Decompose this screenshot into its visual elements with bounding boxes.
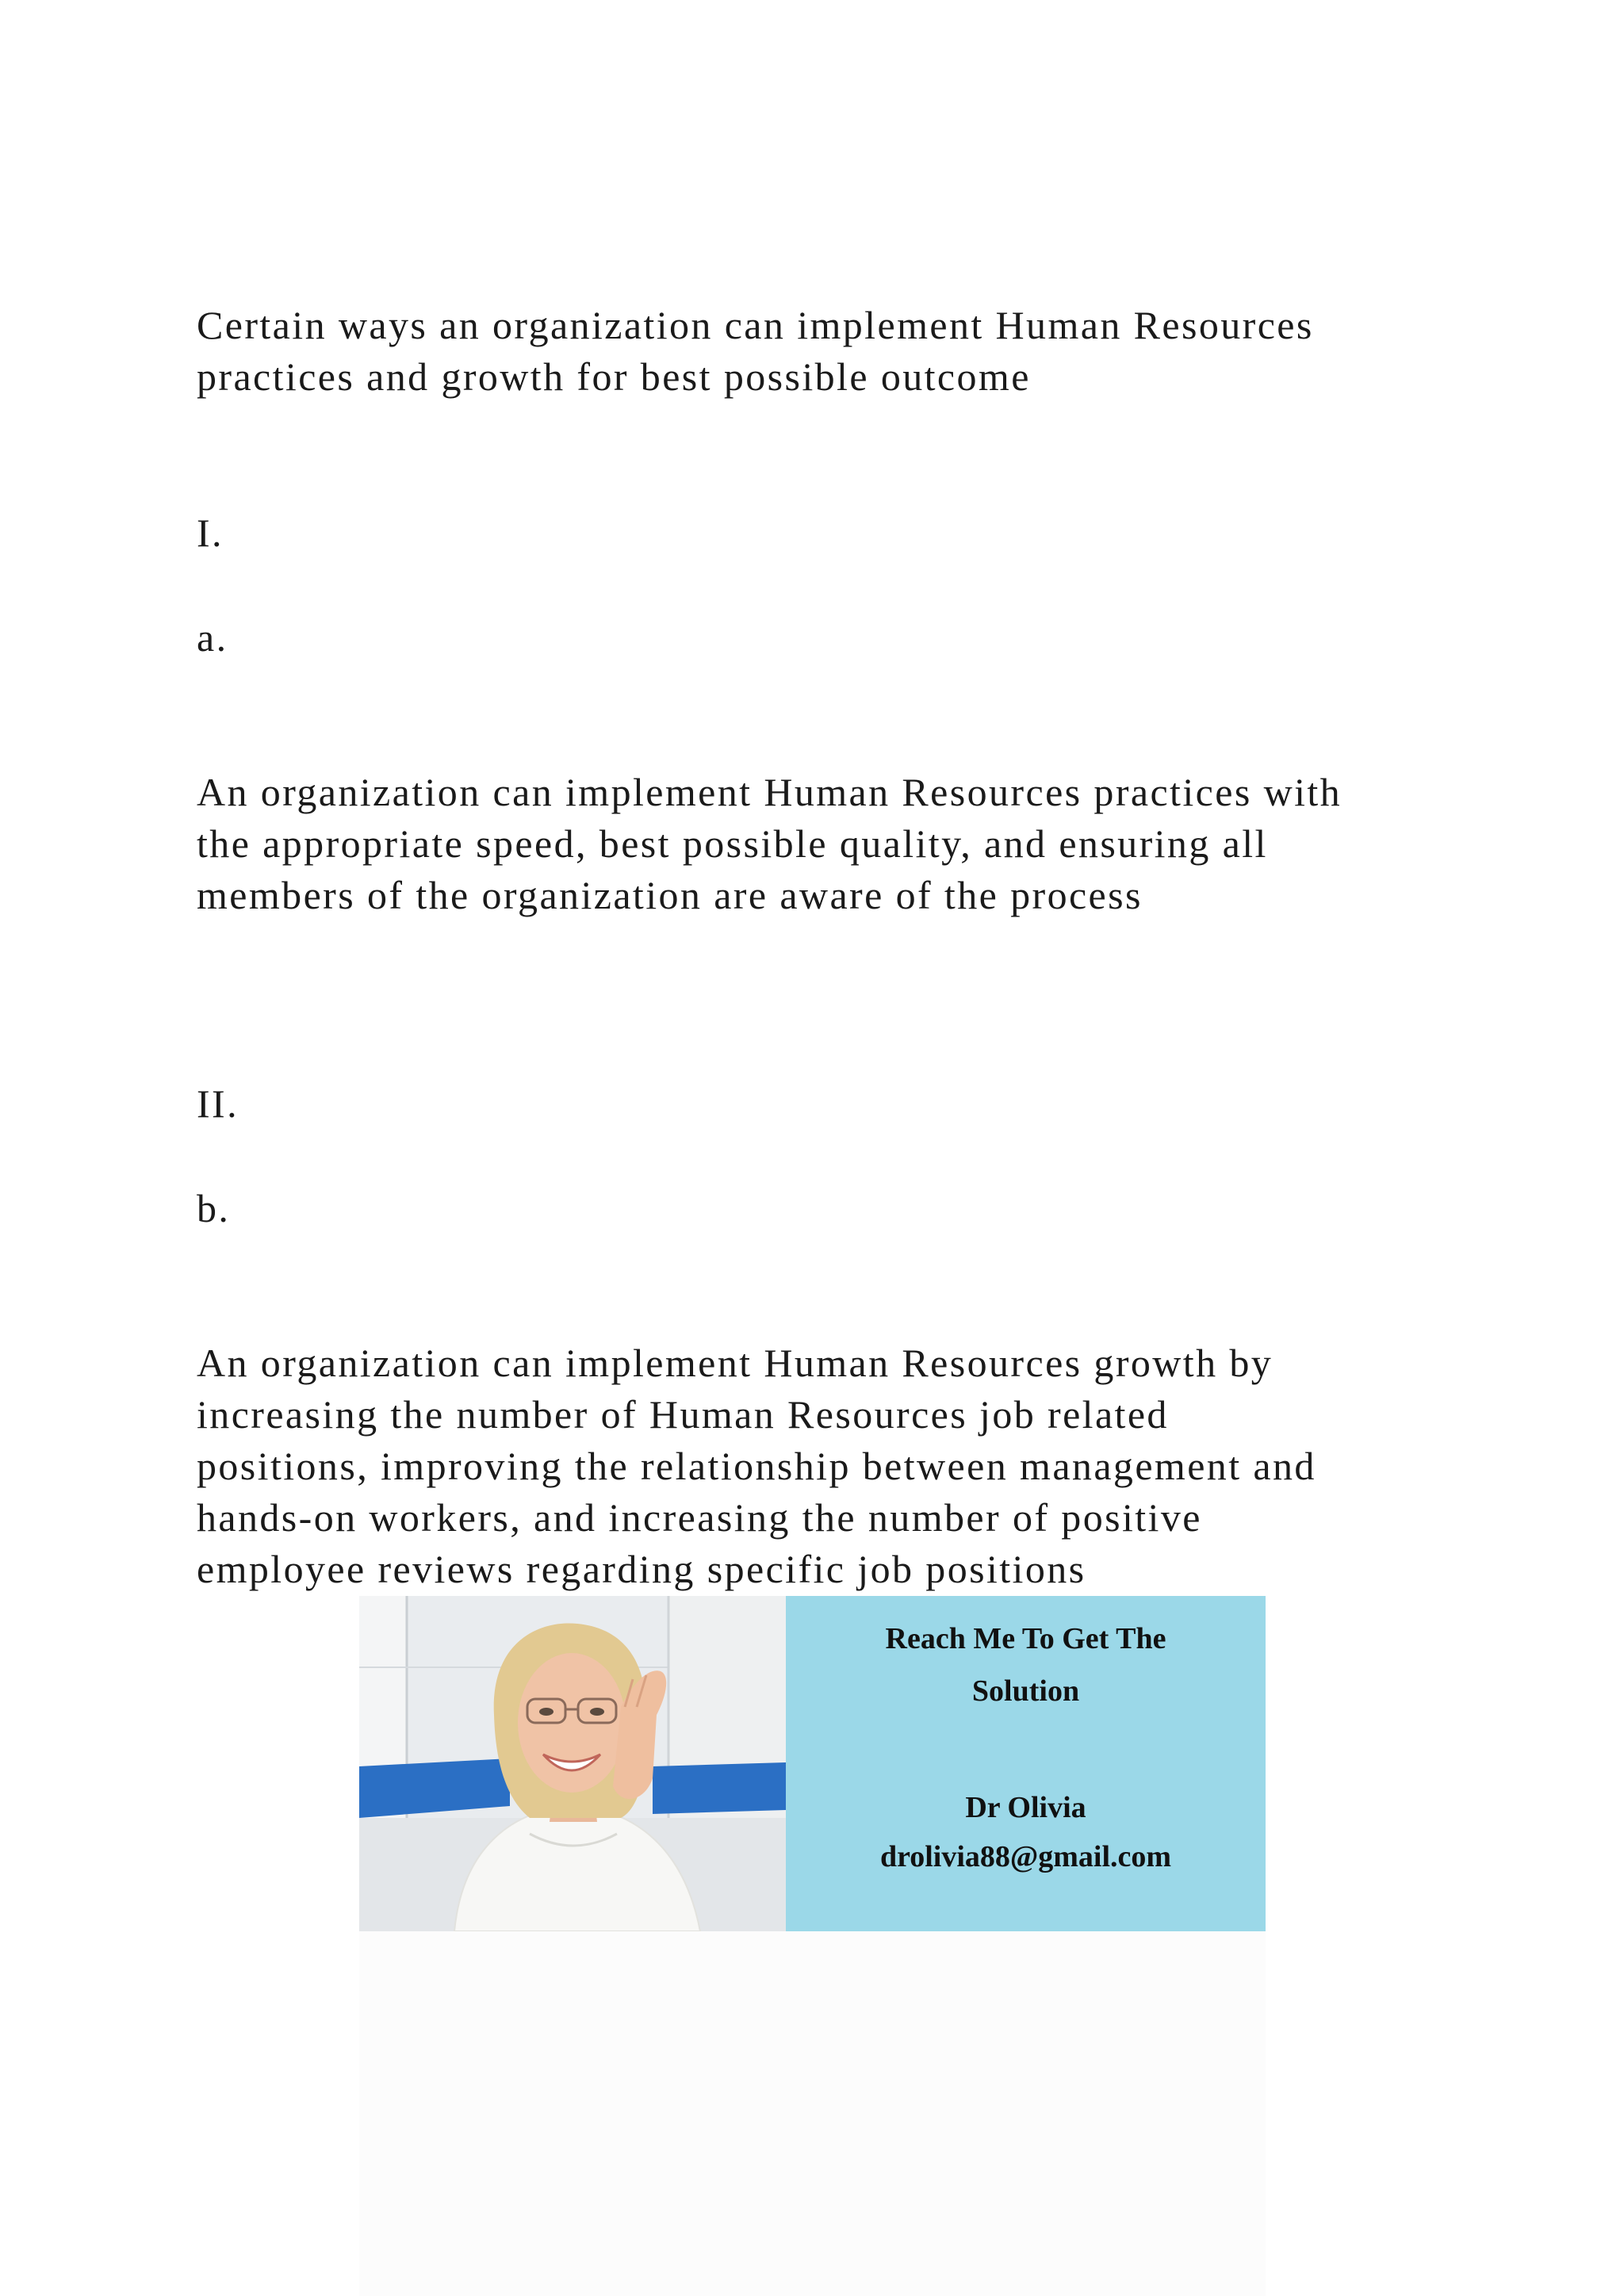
contact-card-line-1: Reach Me To Get The <box>885 1622 1166 1655</box>
section-2-roman-numeral: II. <box>197 1081 239 1126</box>
contact-email[interactable]: drolivia88@gmail.com <box>879 1840 1172 1873</box>
section-2-letter: b. <box>197 1186 231 1230</box>
woman-photo <box>359 1596 786 1931</box>
contact-name: Dr Olivia <box>965 1791 1086 1824</box>
contact-banner <box>359 1596 1266 1931</box>
section-1-roman-numeral: I. <box>197 511 224 555</box>
section-2-body: An organization can implement Human Resources growth by increasing the number of Human Resources job related positions, improving the relationship between management and hands-on workers, and increasing the number of positive employee reviews regarding specific job positions <box>197 1341 1316 1591</box>
contact-card <box>786 1596 1266 1931</box>
blank-image-area <box>359 1931 1266 2296</box>
section-1-body: An organization can implement Human Resources practices with the appropriate speed, best possible quality, and ensuring all members of the organization are aware of the process <box>197 770 1342 917</box>
section-1-letter: a. <box>197 615 228 660</box>
woman-photo-illustration <box>359 1596 786 1931</box>
document-heading: Certain ways an organization can implement Human Resources practices and growth for best possible outcome <box>197 303 1314 399</box>
contact-card-line-2: Solution <box>971 1674 1080 1708</box>
